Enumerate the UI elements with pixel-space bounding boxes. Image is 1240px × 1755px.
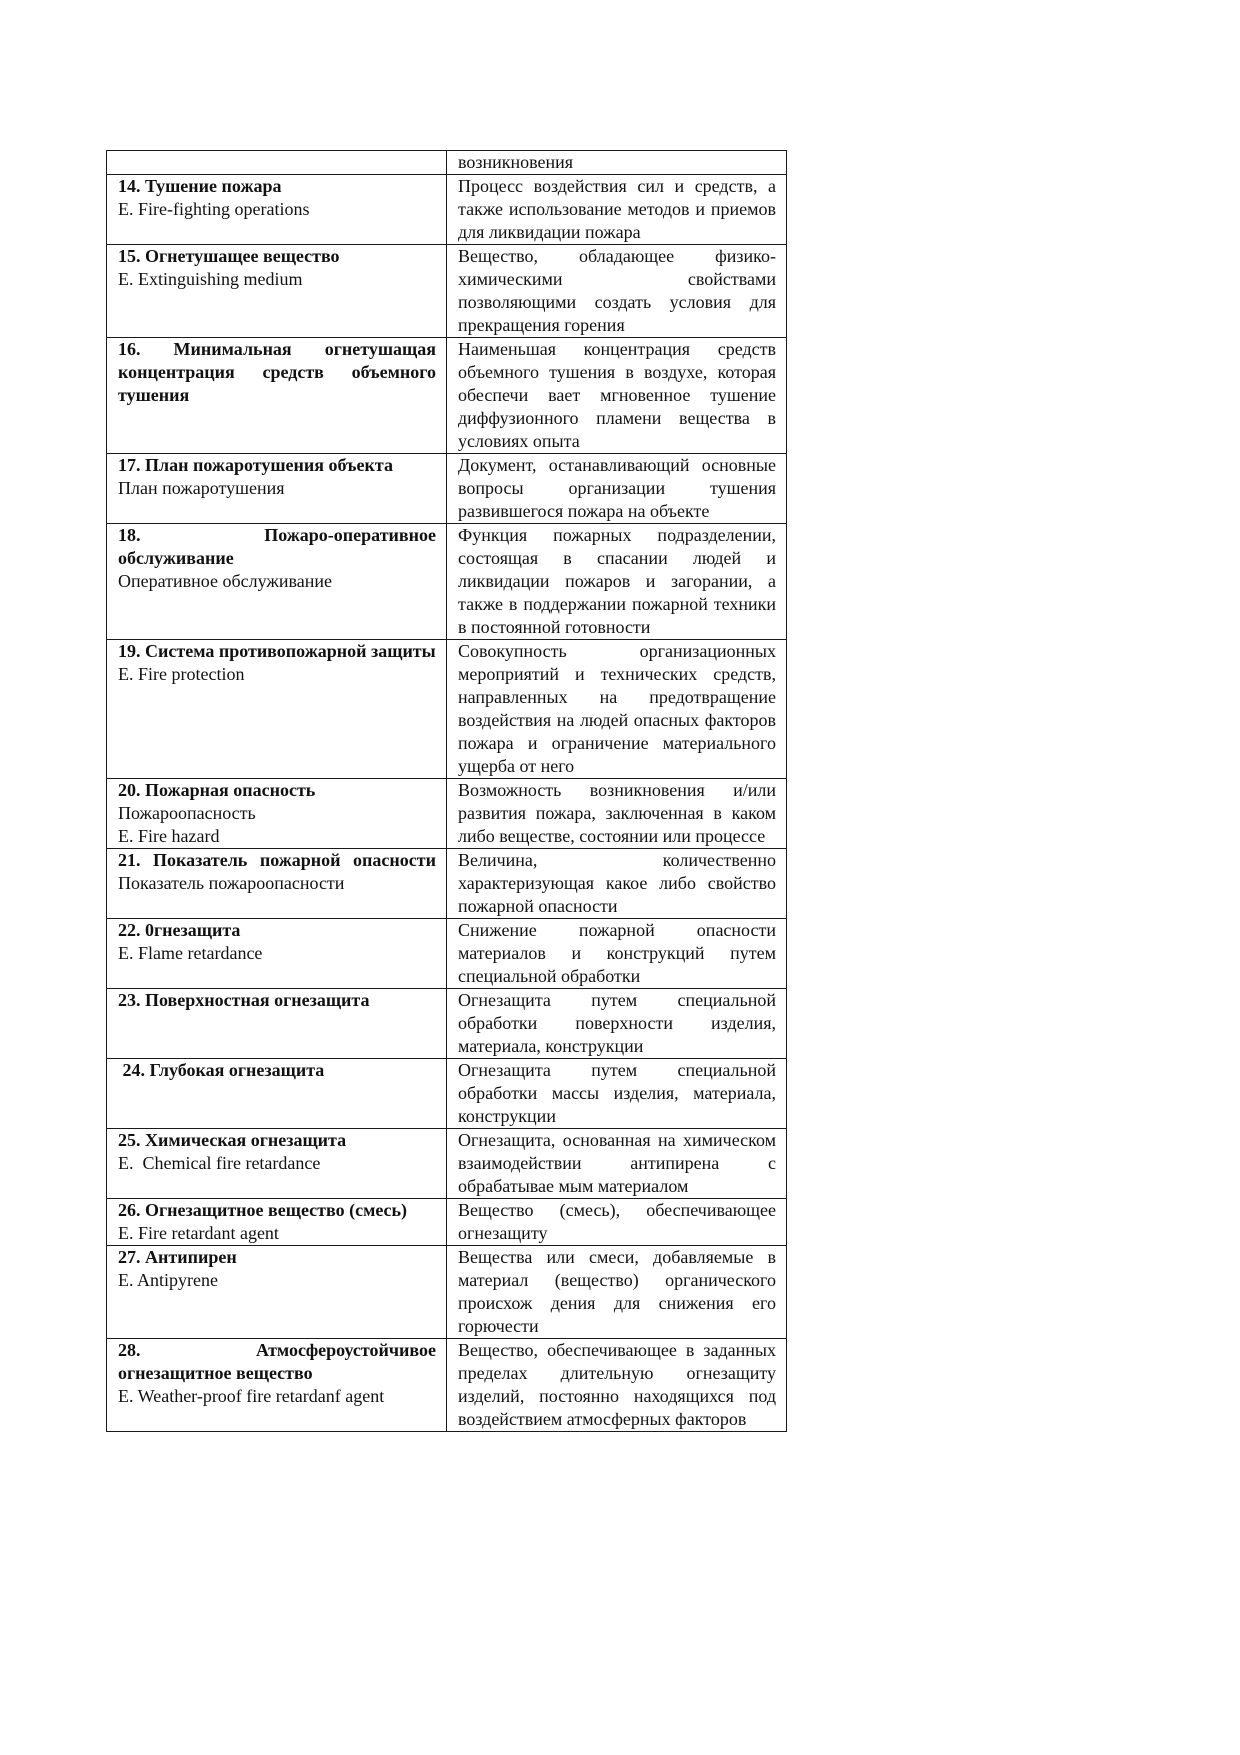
term-title: 26. Огнезащитное вещество (смесь) bbox=[118, 1200, 408, 1220]
table-row bbox=[107, 989, 787, 1059]
definition-cell: Процесс воздействия сил и средств, а также использование методов и приемов для ликвидации пожара bbox=[447, 175, 787, 245]
table-row bbox=[107, 1246, 787, 1339]
definition-cell: Вещество, обладающее физико-химическими свойствами позволяющими создать условия для прекращения горения bbox=[447, 245, 787, 338]
term-title: 25. Химическая огнезащита bbox=[118, 1130, 347, 1150]
term-title: 27. Антипирен bbox=[118, 1247, 237, 1267]
term-cell bbox=[107, 524, 447, 640]
term-cell bbox=[107, 1059, 447, 1129]
term-alt: E. Fire hazard bbox=[118, 826, 220, 846]
term-alt: E. Fire protection bbox=[118, 664, 245, 684]
term-cell bbox=[107, 175, 447, 245]
table-row bbox=[107, 1059, 787, 1129]
term-alt: Пожароопасность bbox=[118, 803, 256, 823]
term-cell bbox=[107, 151, 447, 175]
term-title: 18. Пожаро-оперативное обслуживание bbox=[118, 525, 436, 568]
term-title: 20. Пожарная опасность bbox=[118, 780, 316, 800]
term-alt: E. Antipyrene bbox=[118, 1270, 218, 1290]
table-row bbox=[107, 640, 787, 779]
definition-cell: Наименьшая концентрация средств объемного тушения в воздухе, которая обеспечи вает мгновенное тушение диффузионного пламени вещества в условиях опыта bbox=[447, 338, 787, 454]
term-cell bbox=[107, 989, 447, 1059]
definition-cell: Возможность возникновения и/или развития пожара, заключенная в каком либо веществе, состоянии или процессе bbox=[447, 779, 787, 849]
definition-cell: Вещество (смесь), обеспечивающее огнезащиту bbox=[447, 1199, 787, 1246]
term-title: 22. 0гнезащита bbox=[118, 920, 241, 940]
definition-cell: Функция пожарных подразделении, состоящая в спасании людей и ликвидации пожаров и загорании, а также в поддержании пожарной техники в постоянной готовности bbox=[447, 524, 787, 640]
definition-cell: Величина, количественно характеризующая какое либо свойство пожарной опасности bbox=[447, 849, 787, 919]
definition-cell: Огнезащита, основанная на химическом взаимодействии антипирена с обрабатывае мым материалом bbox=[447, 1129, 787, 1199]
term-alt: E. Chemical fire retardance bbox=[118, 1153, 321, 1173]
table-row bbox=[107, 1199, 787, 1246]
definition-cell: Огнезащита путем специальной обработки массы изделия, материала, конструкции bbox=[447, 1059, 787, 1129]
term-alt: План пожаротушения bbox=[118, 478, 285, 498]
term-cell bbox=[107, 1339, 447, 1432]
term-alt: Оперативное обслуживание bbox=[118, 571, 332, 591]
term-title: 19. Система противопожарной защиты bbox=[118, 641, 436, 661]
definition-cell: Вещество, обеспечивающее в заданных пределах длительную огнезащиту изделий, постоянно находящихся под воздействием атмосферных факторов bbox=[447, 1339, 787, 1432]
term-cell bbox=[107, 454, 447, 524]
term-cell bbox=[107, 779, 447, 849]
term-alt: E. Extinguishing medium bbox=[118, 269, 303, 289]
term-alt: E. Fire-fighting operations bbox=[118, 199, 310, 219]
table-row bbox=[107, 1129, 787, 1199]
term-cell bbox=[107, 919, 447, 989]
term-cell bbox=[107, 1199, 447, 1246]
term-alt: E. Flame retardance bbox=[118, 943, 263, 963]
term-title: 23. Поверхностная огнезащита bbox=[118, 990, 370, 1010]
table-row bbox=[107, 338, 787, 454]
table-row bbox=[107, 151, 787, 175]
definition-cell: Снижение пожарной опасности материалов и конструкций путем специальной обработки bbox=[447, 919, 787, 989]
table-row bbox=[107, 919, 787, 989]
table-row bbox=[107, 245, 787, 338]
term-title: 28. Атмосфероустойчивое огнезащитное вещество bbox=[118, 1340, 436, 1383]
definition-cell: возникновения bbox=[447, 151, 787, 175]
definition-cell: Документ, останавливающий основные вопросы организации тушения развившегося пожара на объекте bbox=[447, 454, 787, 524]
term-cell bbox=[107, 338, 447, 454]
definition-cell: Огнезащита путем специальной обработки поверхности изделия, материала, конструкции bbox=[447, 989, 787, 1059]
term-title: 15. Огнетушащее вещество bbox=[118, 246, 340, 266]
term-title: 14. Тушение пожара bbox=[118, 176, 282, 196]
term-alt: Показатель пожароопасности bbox=[118, 873, 345, 893]
term-cell bbox=[107, 245, 447, 338]
definition-cell: Совокупность организационных мероприятий и технических средств, направленных на предотвращение воздействия на людей опасных факторов пожара и ограничение материального ущерба от него bbox=[447, 640, 787, 779]
term-alt: E. Fire retardant agent bbox=[118, 1223, 279, 1243]
term-title: 16. Минимальная огнетушащая концентрация средств объемного тушения bbox=[118, 339, 436, 405]
term-cell bbox=[107, 640, 447, 779]
term-title: 24. Глубокая огнезащита bbox=[118, 1060, 325, 1080]
table-row bbox=[107, 1339, 787, 1432]
table-row bbox=[107, 849, 787, 919]
table-row bbox=[107, 779, 787, 849]
term-cell bbox=[107, 849, 447, 919]
table-row bbox=[107, 175, 787, 245]
definition-cell: Вещества или смеси, добавляемые в материал (вещество) органического происхож дения для снижения его горючести bbox=[447, 1246, 787, 1339]
table-row bbox=[107, 524, 787, 640]
term-alt: E. Weather-proof fire retardanf agent bbox=[118, 1386, 385, 1406]
term-title: 21. Показатель пожарной опасности bbox=[118, 850, 436, 870]
term-cell bbox=[107, 1246, 447, 1339]
glossary-table bbox=[106, 150, 787, 1432]
table-row bbox=[107, 454, 787, 524]
term-title: 17. План пожаротушения объекта bbox=[118, 455, 393, 475]
term-cell bbox=[107, 1129, 447, 1199]
